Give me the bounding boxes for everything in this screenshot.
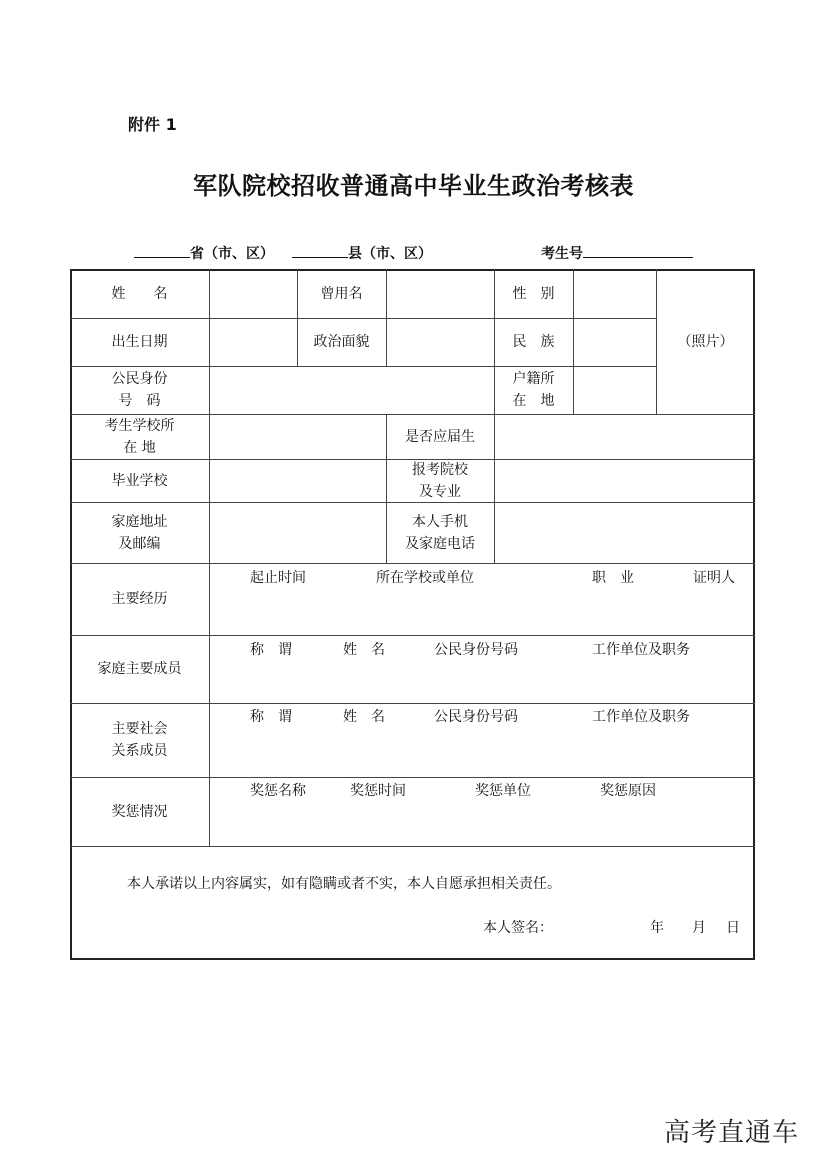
exam-no-blank[interactable] xyxy=(583,243,693,258)
experience-label: 主要经历 xyxy=(111,591,168,607)
id-number-label: 公民身份 号 码 xyxy=(111,371,168,409)
signature-label: 本人签名： xyxy=(483,920,553,936)
pledge-text: 本人承诺以上内容属实，如有隐瞒或者不实，本人自愿承担相关责任。 xyxy=(127,876,561,892)
hukou-field[interactable] xyxy=(573,366,656,414)
region-province xyxy=(134,243,274,263)
gender-label: 性 别 xyxy=(512,285,555,302)
address-field[interactable] xyxy=(209,502,386,563)
apply-school-label: 报考院校 及专业 xyxy=(412,461,468,500)
address-label: 家庭地址 及邮编 xyxy=(111,513,168,552)
apply-school-field[interactable] xyxy=(494,459,755,502)
family-header-relation: 称 谓 xyxy=(250,642,292,658)
social-header-work: 工作单位及职务 xyxy=(592,709,690,725)
signature-field[interactable] xyxy=(560,914,645,936)
awards-label: 奖惩情况 xyxy=(111,803,168,820)
gender-field[interactable] xyxy=(573,269,656,318)
fresh-graduate-field[interactable] xyxy=(494,414,755,459)
grad-school-field[interactable] xyxy=(209,459,386,502)
awards-header-name: 奖惩名称 xyxy=(250,783,306,799)
ethnicity-label: 民 族 xyxy=(512,334,555,350)
birth-date-label: 出生日期 xyxy=(111,334,168,350)
experience-header-period: 起止时间 xyxy=(250,570,306,586)
phone-label: 本人手机 及家庭电话 xyxy=(405,513,475,552)
social-header-id: 公民身份号码 xyxy=(434,709,518,725)
name-field[interactable] xyxy=(209,269,297,318)
name-label: 姓 名 xyxy=(111,285,168,302)
phone-field[interactable] xyxy=(494,502,755,563)
attachment-label: 附件 1 xyxy=(128,115,177,134)
awards-header-time: 奖惩时间 xyxy=(350,783,406,799)
social-header-relation: 称 谓 xyxy=(250,709,292,725)
social-field[interactable] xyxy=(210,729,755,776)
awards-field[interactable] xyxy=(210,803,755,845)
school-location-label: 考生学校所 在 地 xyxy=(104,417,175,456)
row-divider xyxy=(70,846,755,847)
family-header-id: 公民身份号码 xyxy=(434,642,518,658)
hukou-label: 户籍所 在 地 xyxy=(512,371,555,409)
former-name-field[interactable] xyxy=(386,269,494,318)
province-label: 省（市、区） xyxy=(190,246,274,262)
experience-header-school: 所在学校或单位 xyxy=(376,570,474,586)
sign-day: 日 xyxy=(726,920,740,936)
sign-year: 年 xyxy=(650,920,664,936)
birth-date-field[interactable] xyxy=(209,318,297,366)
family-header-name: 姓 名 xyxy=(343,642,385,658)
awards-header-unit: 奖惩单位 xyxy=(475,783,531,799)
county-label: 县（市、区） xyxy=(348,246,432,262)
id-number-field[interactable] xyxy=(209,366,494,414)
exam-no-label: 考生号 xyxy=(541,246,583,262)
social-header-name: 姓 名 xyxy=(343,709,385,725)
ethnicity-field[interactable] xyxy=(573,318,656,366)
experience-header-occupation: 职 业 xyxy=(592,570,634,586)
experience-header-witness: 证明人 xyxy=(693,570,735,586)
experience-field[interactable] xyxy=(210,590,755,634)
family-header-work: 工作单位及职务 xyxy=(592,642,690,658)
fresh-graduate-label: 是否应届生 xyxy=(405,428,475,445)
region-exam-no xyxy=(541,243,693,263)
county-blank[interactable] xyxy=(292,243,348,258)
school-location-field[interactable] xyxy=(209,414,386,459)
region-county xyxy=(292,243,432,263)
watermark-text: 高考直通车 xyxy=(663,1118,799,1148)
former-name-label: 曾用名 xyxy=(320,285,363,302)
social-label: 主要社会 关系成员 xyxy=(111,721,168,759)
political-status-label: 政治面貌 xyxy=(313,334,370,350)
family-field[interactable] xyxy=(210,662,755,702)
political-status-field[interactable] xyxy=(386,318,494,366)
family-label: 家庭主要成员 xyxy=(97,661,182,677)
province-blank[interactable] xyxy=(134,243,190,258)
sign-month: 月 xyxy=(692,920,706,936)
form-title: 军队院校招收普通高中毕业生政治考核表 xyxy=(193,172,634,200)
photo-box[interactable]: （照片） xyxy=(677,333,734,350)
grad-school-label: 毕业学校 xyxy=(111,472,168,489)
awards-header-reason: 奖惩原因 xyxy=(600,783,656,799)
